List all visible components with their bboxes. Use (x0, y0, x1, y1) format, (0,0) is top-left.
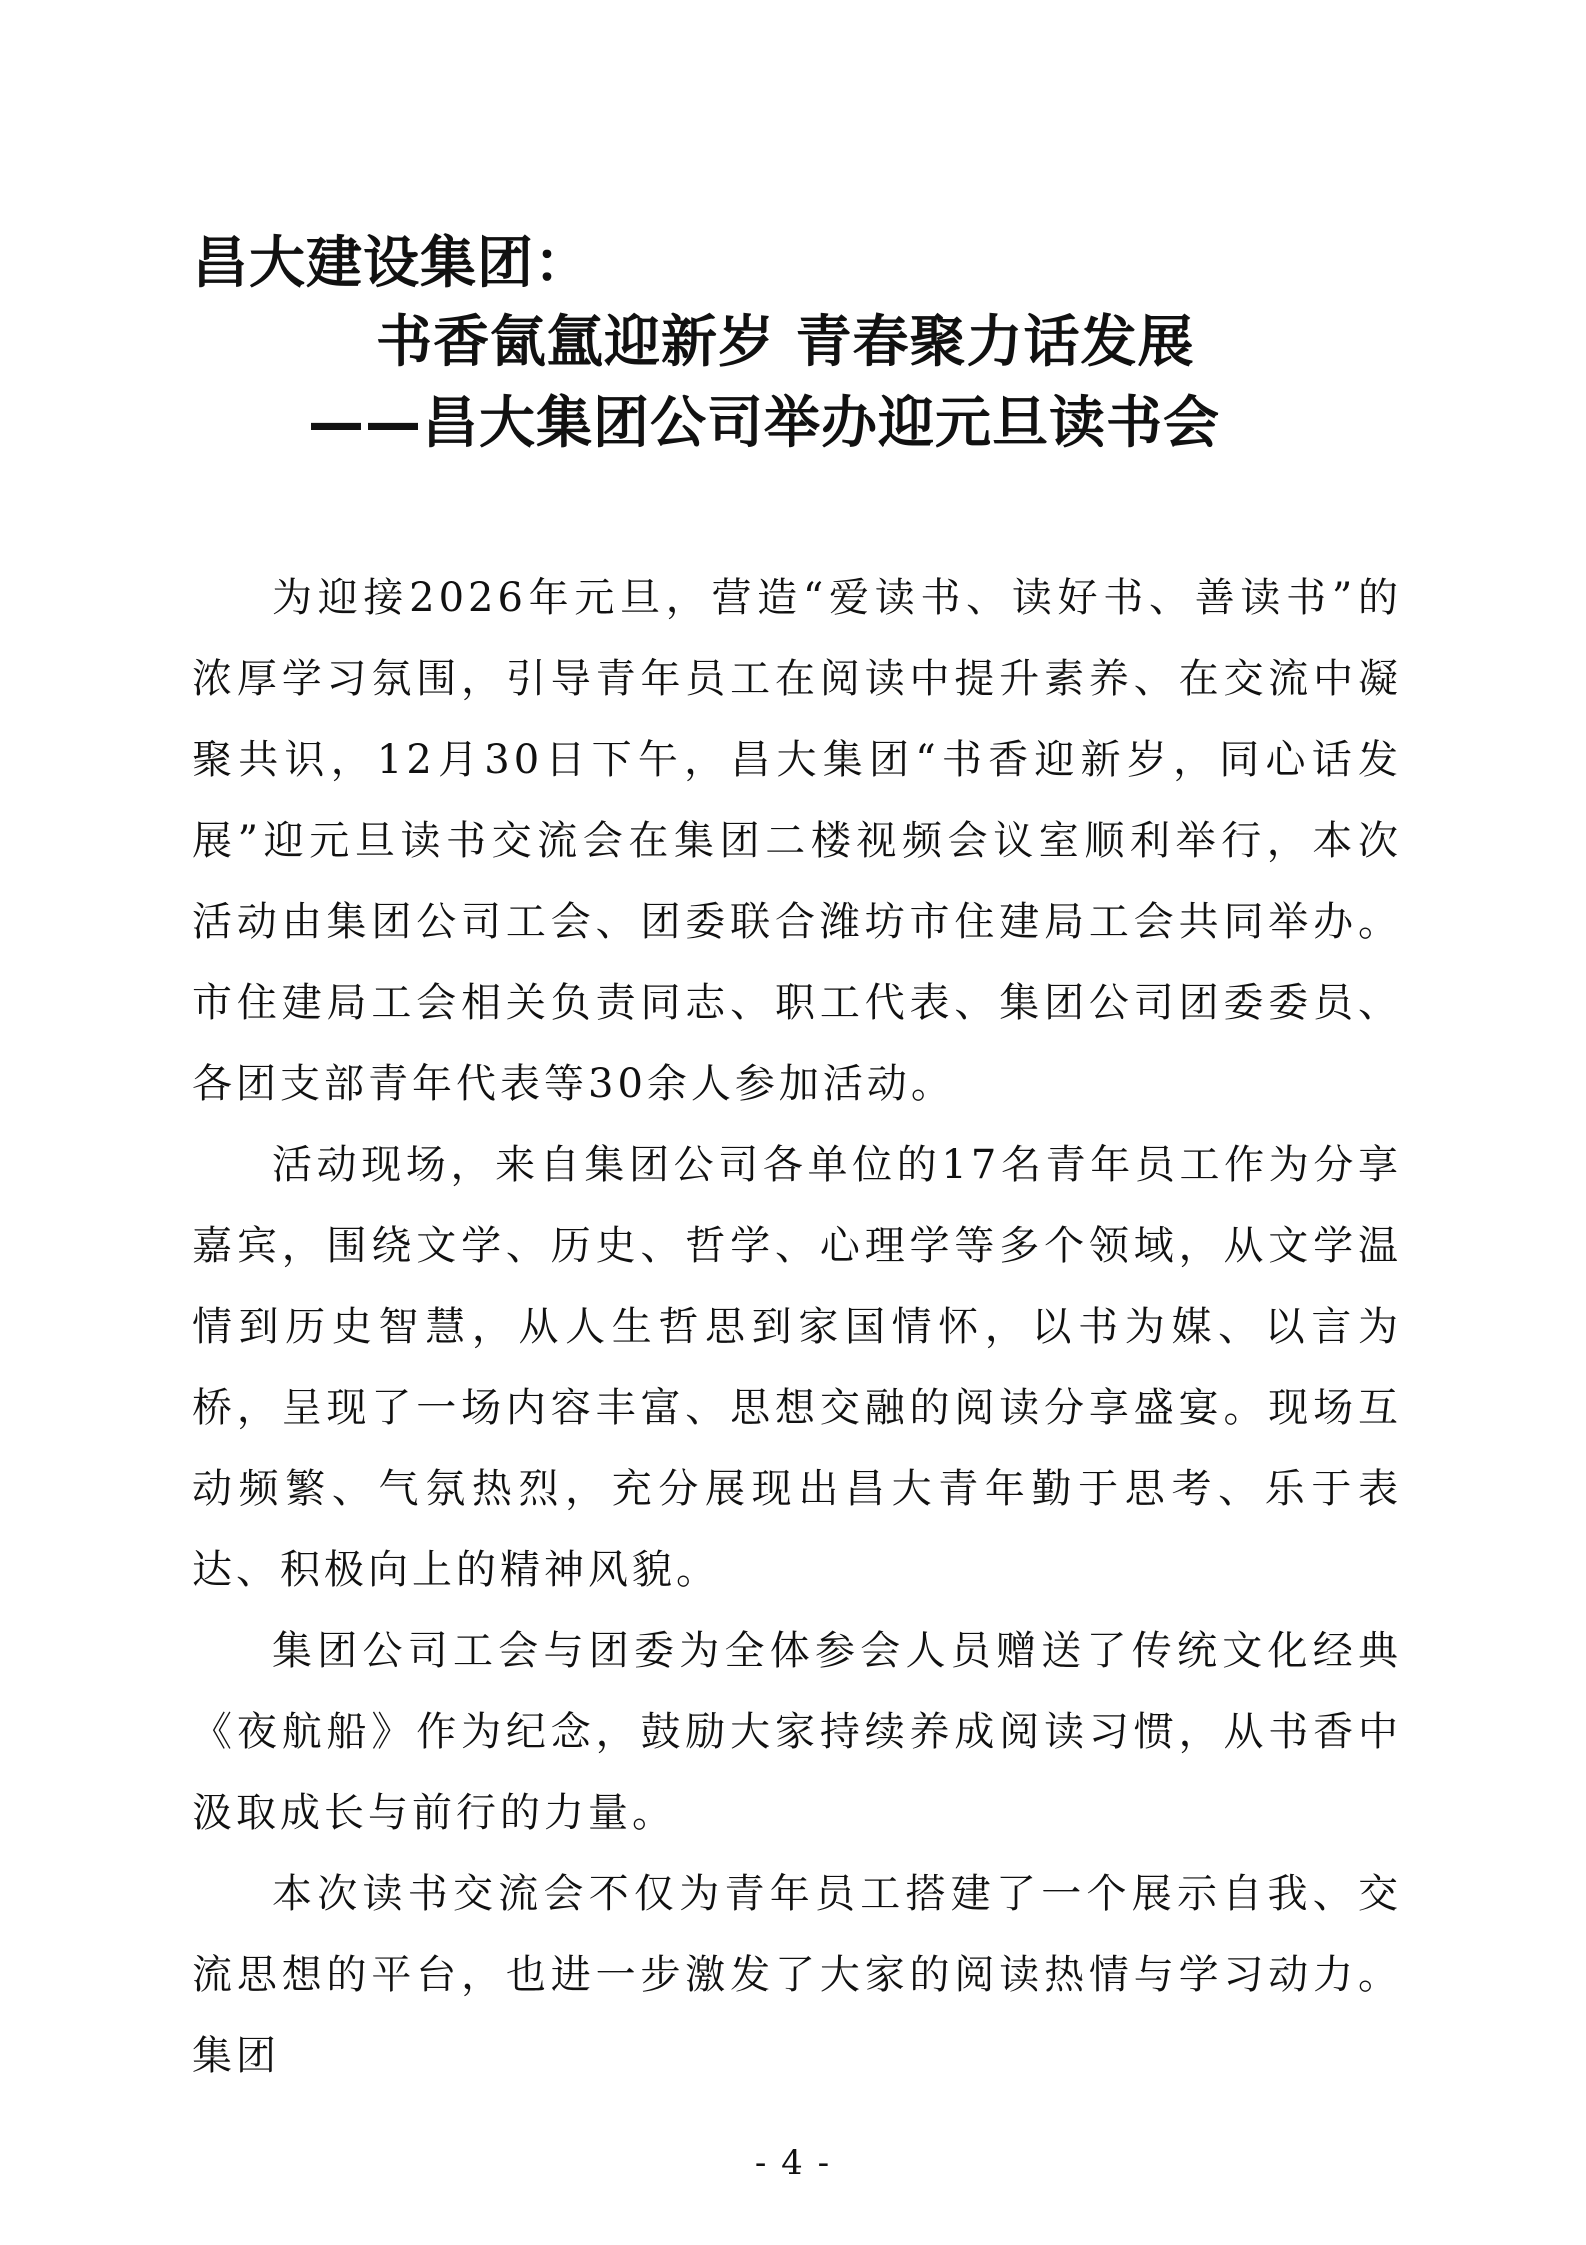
title-line-3: ——昌大集团公司举办迎元旦读书会 (308, 391, 1220, 456)
title-line-1: 昌大建设集团： (192, 231, 591, 296)
paragraph-1: 为迎接2026年元旦，营造“爱读书、读好书、善读书”的浓厚学习氛围，引导青年员工在阅读中提升素养、在交流中凝聚共识，12月30日下午，昌大集团“书香迎新岁，同心话发展”迎元旦读书交流会在集团二楼视频会议室顺利举行，本次活动由集团公司工会、团委联合潍坊市住建局工会共同举办。市住建局工会相关负责同志、职工代表、集团公司团委委员、各团支部青年代表等30余人参加活动。 (192, 575, 1402, 1107)
paragraph-4: 本次读书交流会不仅为青年员工搭建了一个展示自我、交流思想的平台，也进一步激发了大家的阅读热情与学习动力。集团 (192, 1871, 1402, 2079)
paragraph-2: 活动现场，来自集团公司各单位的17名青年员工作为分享嘉宾，围绕文学、历史、哲学、心理学等多个领域，从文学温情到历史智慧，从人生哲思到家国情怀，以书为媒、以言为桥，呈现了一场内容丰富、思想交融的阅读分享盛宴。现场互动频繁、气氛热烈，充分展现出昌大青年勤于思考、乐于表达、积极向上的精神风貌。 (192, 1142, 1402, 1593)
article-body (192, 558, 1402, 2097)
paragraph-3: 集团公司工会与团委为全体参会人员赠送了传统文化经典《夜航船》作为纪念，鼓励大家持续养成阅读习惯，从书香中汲取成长与前行的力量。 (192, 1628, 1402, 1836)
page-number: - 4 - (754, 2143, 832, 2183)
title-line-2: 书香氤氲迎新岁 青春聚力话发展 (376, 310, 1195, 375)
